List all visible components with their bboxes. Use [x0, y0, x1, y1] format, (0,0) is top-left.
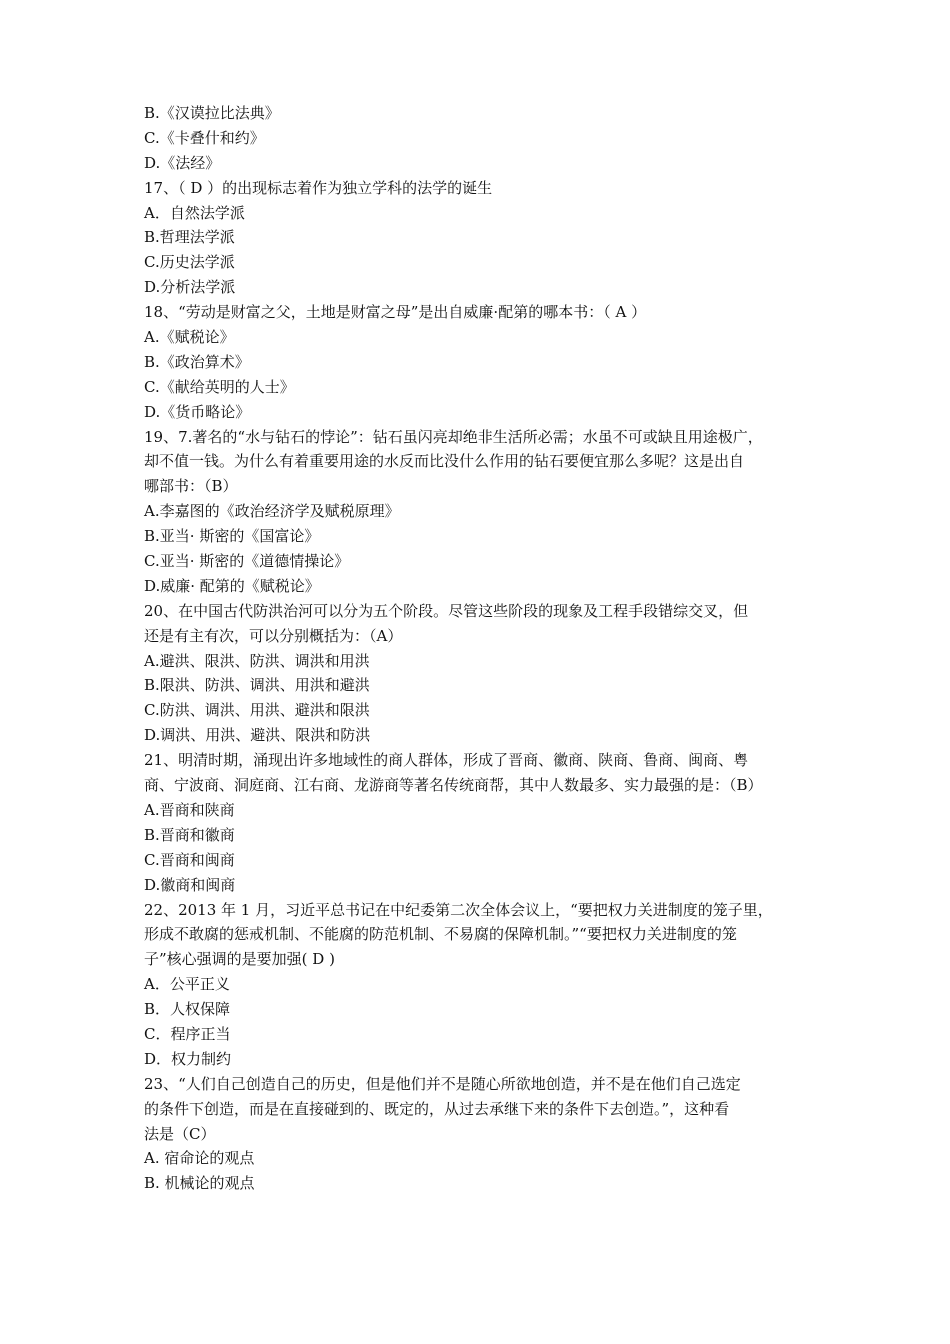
option-line: A.晋商和陕商 — [144, 800, 235, 819]
question-18: 18、“劳动是财富之父，土地是财富之母”是出自威廉·配第的哪本书：（ A ） — [144, 303, 647, 322]
option-line: C.防洪、调洪、用洪、避洪和限洪 — [144, 701, 370, 720]
option-line: A.李嘉图的《政治经济学及赋税原理》 — [144, 502, 400, 521]
option-line: B.《汉谟拉比法典》 — [144, 104, 280, 122]
option-line: B.限洪、防洪、调洪、用洪和避洪 — [144, 676, 370, 695]
option-line: A．公平正义 — [144, 975, 230, 994]
question-22: 22、2013 年 1 月，习近平总书记在中纪委第二次全体会议上，“要把权力关进制度的笼子里， — [144, 900, 773, 919]
question-22-cont: 形成不敢腐的惩戒机制、不能腐的防范机制、不易腐的保障机制。”“要把权力关进制度的笼 — [144, 925, 737, 944]
option-line: D.徽商和闽商 — [144, 875, 236, 894]
question-19: 19、7.著名的“水与钻石的悖论”：钻石虽闪亮却绝非生活所必需；水虽不可或缺且用途极广， — [144, 427, 763, 446]
option-line: B.亚当· 斯密的《国富论》 — [144, 527, 320, 546]
question-21-cont: 商、宁波商、洞庭商、江右商、龙游商等著名传统商帮，其中人数最多、实力最强的是：（B） — [144, 776, 763, 795]
option-line: A. 宿命论的观点 — [144, 1149, 255, 1168]
question-17: 17、（ D ）的出现标志着作为独立学科的法学的诞生 — [144, 178, 493, 197]
option-line: B．人权保障 — [144, 1000, 231, 1019]
option-line: C.《卡叠什和约》 — [144, 128, 265, 147]
question-23: 23、“人们自己创造自己的历史，但是他们并不是随心所欲地创造，并不是在他们自己选定 — [144, 1074, 741, 1093]
option-line: A.避洪、限洪、防洪、调洪和用洪 — [144, 651, 370, 670]
option-line: B.《政治算术》 — [144, 352, 250, 371]
question-23-cont: 法是（C） — [144, 1124, 216, 1143]
option-line: A.《赋税论》 — [144, 328, 235, 347]
option-line: D.调洪、用洪、避洪、限洪和防洪 — [144, 726, 371, 745]
option-line: D.威廉· 配第的《赋税论》 — [144, 576, 320, 595]
question-21: 21、明清时期，涌现出许多地域性的商人群体，形成了晋商、徽商、陕商、鲁商、闽商、粤 — [144, 751, 749, 770]
option-line: B.哲理法学派 — [144, 228, 235, 247]
option-line: C.历史法学派 — [144, 253, 235, 272]
question-19-cont: 哪部书：（B） — [144, 477, 238, 496]
option-line: C．程序正当 — [144, 1024, 231, 1043]
question-23-cont: 的条件下创造，而是在直接碰到的、既定的，从过去承继下来的条件下去创造。”，这种看 — [144, 1099, 730, 1118]
question-19-cont: 却不值一钱。为什么有着重要用途的水反而比没什么作用的钻石要便宜那么多呢？这是出自 — [144, 452, 745, 471]
option-line: D．权力制约 — [144, 1049, 232, 1068]
option-line: D.《货币略论》 — [144, 402, 251, 421]
question-22-cont: 子”核心强调的是要加强( D ) — [144, 950, 335, 969]
document-body — [144, 101, 824, 1196]
option-line: C.《献给英明的人士》 — [144, 377, 295, 396]
option-line: D.《法经》 — [144, 153, 221, 172]
question-20: 20、在中国古代防洪治河可以分为五个阶段。尽管这些阶段的现象及工程手段错综交叉，但 — [144, 601, 749, 620]
option-line: D.分析法学派 — [144, 278, 236, 297]
question-20-cont: 还是有主有次，可以分别概括为：（A） — [144, 626, 403, 645]
option-line: B.晋商和徽商 — [144, 825, 235, 844]
option-line: A．自然法学派 — [144, 203, 245, 222]
option-line: C.晋商和闽商 — [144, 850, 235, 869]
option-line: C.亚当· 斯密的《道德情操论》 — [144, 552, 350, 571]
option-line: B. 机械论的观点 — [144, 1174, 255, 1193]
